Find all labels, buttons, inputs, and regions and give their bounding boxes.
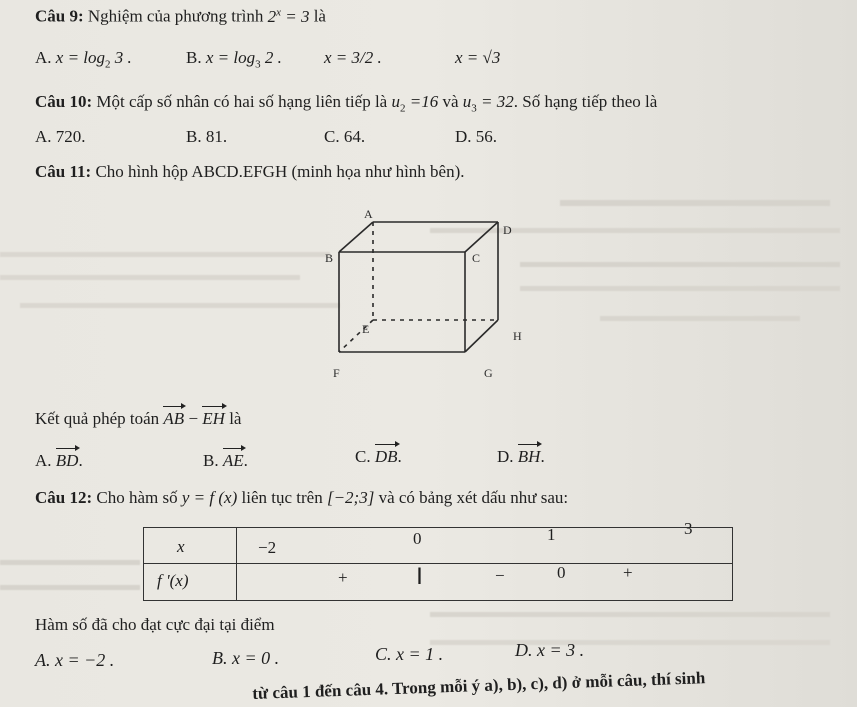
q10-u3-sub: 3	[471, 102, 477, 115]
q10-u3: u	[462, 92, 472, 111]
q10-u2: u	[391, 92, 400, 111]
q11-b-letter: B.	[203, 451, 219, 470]
q11-option-c[interactable]	[355, 447, 402, 467]
q10-option-d[interactable]: D. 56.	[455, 127, 498, 146]
x-value-neg2: −2	[258, 538, 277, 557]
sign-table	[143, 515, 733, 600]
q9-b-tail: 2 .	[260, 48, 282, 67]
x-value-0: 0	[413, 529, 422, 548]
q9-eq-rest: = 3	[280, 6, 310, 26]
sign-table-row-divider	[143, 563, 733, 564]
q10-text-a: Một cấp số nhân có hai số hạng liên tiếp là	[96, 92, 388, 111]
sign-plus-2: +	[623, 563, 633, 582]
x-value-1: 1	[547, 525, 556, 544]
q12-option-d[interactable]: D. x = 3 .	[515, 640, 585, 660]
q11-d-end: .	[540, 447, 545, 466]
q12-label: Câu 12:	[35, 488, 93, 507]
q9-text: Nghiệm của phương trình	[87, 6, 264, 26]
q12-option-c[interactable]: C. x = 1 .	[375, 644, 444, 664]
vertex-label-d: D	[503, 223, 512, 237]
q10-option-b[interactable]: B. 81.	[186, 127, 228, 146]
q10-option-a[interactable]: A. 720.	[35, 127, 86, 146]
q10-and: và	[442, 92, 459, 111]
q9-a-letter: A.	[35, 48, 52, 67]
q10-option-c[interactable]: C. 64.	[324, 127, 366, 146]
q9-eq-exp: x	[276, 6, 281, 18]
q10-u2-val: =16	[405, 92, 439, 111]
q11-option-d[interactable]	[497, 447, 545, 467]
vertex-label-e: E	[362, 322, 370, 336]
q11-b-end: .	[243, 451, 248, 470]
q11-result-line	[35, 409, 241, 429]
q9-label: Câu 9:	[35, 6, 84, 26]
edge-dc	[465, 222, 498, 252]
x-value-3: 3	[684, 519, 693, 538]
sign-undefined: ||	[417, 564, 419, 584]
q11-c-letter: C.	[355, 447, 371, 466]
q10-u3-val: = 32	[476, 92, 514, 111]
row-label-x: x	[177, 537, 185, 556]
q11-a-vec: BD	[55, 451, 79, 470]
edge-ab	[339, 222, 373, 252]
q11-vector-ab: AB	[163, 409, 185, 428]
q11-d-letter: D.	[497, 447, 514, 466]
q12-text-c: và có bảng xét dấu như sau:	[378, 488, 569, 507]
q11-b-vec: AE	[222, 451, 244, 470]
sign-minus: −	[495, 566, 505, 585]
vertex-label-f: F	[333, 366, 340, 380]
q12-func: y = f (x)	[181, 488, 238, 507]
q11-vector-eh: EH	[202, 409, 225, 428]
vertex-label-a: A	[364, 207, 373, 221]
q9-a-sub: 2	[105, 58, 111, 71]
q11-label: Câu 11:	[35, 162, 92, 181]
q11-a-letter: A.	[35, 451, 52, 470]
q9-suffix: là	[313, 6, 326, 26]
edge-gh	[465, 320, 498, 352]
vertex-label-b: B	[325, 251, 334, 265]
q12-text-a: Cho hàm số	[96, 488, 178, 507]
q9-c-text: x = 3/2 .	[324, 48, 382, 67]
q9-b-text: x = log	[205, 48, 256, 67]
sign-table-frame	[143, 527, 733, 601]
q11-text: Cho hình hộp ABCD.EFGH (minh họa như hình bên).	[95, 162, 465, 181]
q12-stem	[35, 488, 568, 508]
footer-instruction: từ câu 1 đến câu 4. Trong mỗi ý a), b), c), d) ở mỗi câu, thí sinh	[252, 668, 706, 703]
q12-option-a[interactable]: A. x = −2 .	[35, 650, 115, 670]
vertex-label-c: C	[472, 251, 481, 265]
q12-text-b: liên tục trên	[241, 488, 323, 507]
sign-table-col-divider	[236, 527, 237, 600]
q12-interval: [−2;3]	[326, 488, 375, 507]
q10-u2-sub: 2	[399, 102, 406, 115]
q9-b-letter: B.	[186, 48, 202, 67]
q9-a-text: x = log	[55, 48, 106, 67]
vertex-label-h: H	[513, 329, 522, 343]
q9-b-sub: 3	[255, 58, 261, 71]
q11-result-text: Kết quả phép toán	[35, 409, 160, 428]
sign-plus-1: +	[338, 568, 348, 587]
q9-a-tail: 3 .	[110, 48, 132, 67]
sign-zero: 0	[557, 563, 566, 582]
q11-c-end: .	[397, 447, 402, 466]
q9-d-text: x = √3	[455, 48, 501, 67]
q11-option-b[interactable]	[203, 451, 248, 471]
q9-eq-base: 2	[267, 6, 277, 26]
q11-minus: −	[184, 409, 203, 428]
q11-la: là	[229, 409, 242, 428]
q11-option-a[interactable]	[35, 451, 83, 471]
q11-c-vec: DB	[374, 447, 398, 466]
q12-question: Hàm số đã cho đạt cực đại tại điểm	[35, 615, 275, 634]
q12-option-b[interactable]: B. x = 0 .	[212, 648, 280, 668]
q11-a-end: .	[78, 451, 83, 470]
q10-label: Câu 10:	[35, 92, 93, 111]
q11-d-vec: BH	[517, 447, 541, 466]
vertex-label-g: G	[484, 366, 493, 380]
row-label-fprime: f '(x)	[157, 571, 189, 590]
q10-text-b: . Số hạng tiếp theo là	[513, 92, 658, 111]
